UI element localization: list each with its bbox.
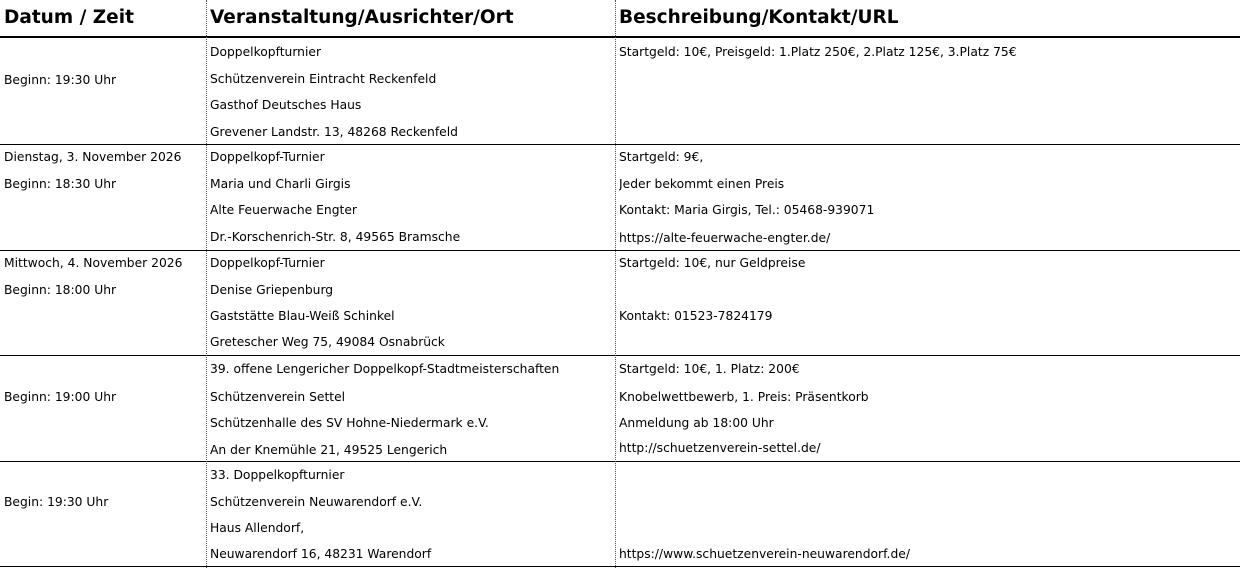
event-registration: Anmeldung ab 18:00 Uhr <box>619 416 774 430</box>
event-url[interactable]: http://schuetzenverein-settel.de/ <box>619 441 821 455</box>
event-organizer: Schützenverein Eintracht Reckenfeld <box>210 72 437 86</box>
event-description: Startgeld: 9€, <box>619 150 704 164</box>
event-title: 39. offene Lengericher Doppelkopf-Stadtmeisterschaften <box>210 362 560 376</box>
event-url[interactable]: https://alte-feuerwache-engter.de/ <box>619 231 831 245</box>
event-address: Grevener Landstr. 13, 48268 Reckenfeld <box>210 125 458 139</box>
event-description: Startgeld: 10€, nur Geldpreise <box>619 256 806 270</box>
event-title: 33. Doppelkopfturnier <box>210 468 345 482</box>
event-venue: Gasthof Deutsches Haus <box>210 98 362 112</box>
event-address: Dr.-Korschenrich-Str. 8, 49565 Bramsche <box>210 230 461 244</box>
event-start-time: Begin: 19:30 Uhr <box>4 495 109 509</box>
event-date: Dienstag, 3. November 2026 <box>4 150 182 164</box>
event-venue: Haus Allendorf, <box>210 521 305 535</box>
event-start-time: Beginn: 18:00 Uhr <box>4 283 117 297</box>
event-url[interactable]: https://www.schuetzenverein-neuwarendorf.de/ <box>619 547 910 561</box>
event-description: Startgeld: 10€, Preisgeld: 1.Platz 250€, 2.Platz 125€, 3.Platz 75€ <box>619 45 1017 59</box>
event-address: Neuwarendorf 16, 48231 Warendorf <box>210 547 432 561</box>
event-organizer: Maria und Charli Girgis <box>210 177 351 191</box>
event-title: Doppelkopf-Turnier <box>210 256 325 270</box>
event-start-time: Beginn: 19:30 Uhr <box>4 73 117 87</box>
event-venue: Alte Feuerwache Engter <box>210 203 357 217</box>
event-organizer: Denise Griepenburg <box>210 283 334 297</box>
column-divider <box>615 0 616 568</box>
event-title: Doppelkopfturnier <box>210 45 321 59</box>
header-veranstaltung: Veranstaltung/Ausrichter/Ort <box>210 7 514 28</box>
event-address: An der Knemühle 21, 49525 Lengerich <box>210 443 448 457</box>
event-venue: Schützenhalle des SV Hohne-Niedermark e.V. <box>210 416 489 430</box>
event-contact: Kontakt: 01523-7824179 <box>619 309 773 323</box>
event-start-time: Beginn: 19:00 Uhr <box>4 390 117 404</box>
event-description: Knobelwettbewerb, 1. Preis: Präsentkorb <box>619 390 869 404</box>
event-description: Startgeld: 10€, 1. Platz: 200€ <box>619 362 800 376</box>
event-description: Jeder bekommt einen Preis <box>619 177 785 191</box>
event-organizer: Schützenverein Settel <box>210 390 346 404</box>
event-venue: Gaststätte Blau-Weiß Schinkel <box>210 309 395 323</box>
event-address: Gretescher Weg 75, 49084 Osnabrück <box>210 335 445 349</box>
header-datum-zeit: Datum / Zeit <box>4 7 134 28</box>
column-divider <box>206 0 207 568</box>
header-beschreibung: Beschreibung/Kontakt/URL <box>619 7 899 28</box>
event-start-time: Beginn: 18:30 Uhr <box>4 177 117 191</box>
event-date: Mittwoch, 4. November 2026 <box>4 256 183 270</box>
header-divider <box>0 36 1240 38</box>
event-title: Doppelkopf-Turnier <box>210 150 325 164</box>
event-contact: Kontakt: Maria Girgis, Tel.: 05468-939071 <box>619 203 875 217</box>
event-organizer: Schützenverein Neuwarendorf e.V. <box>210 495 423 509</box>
